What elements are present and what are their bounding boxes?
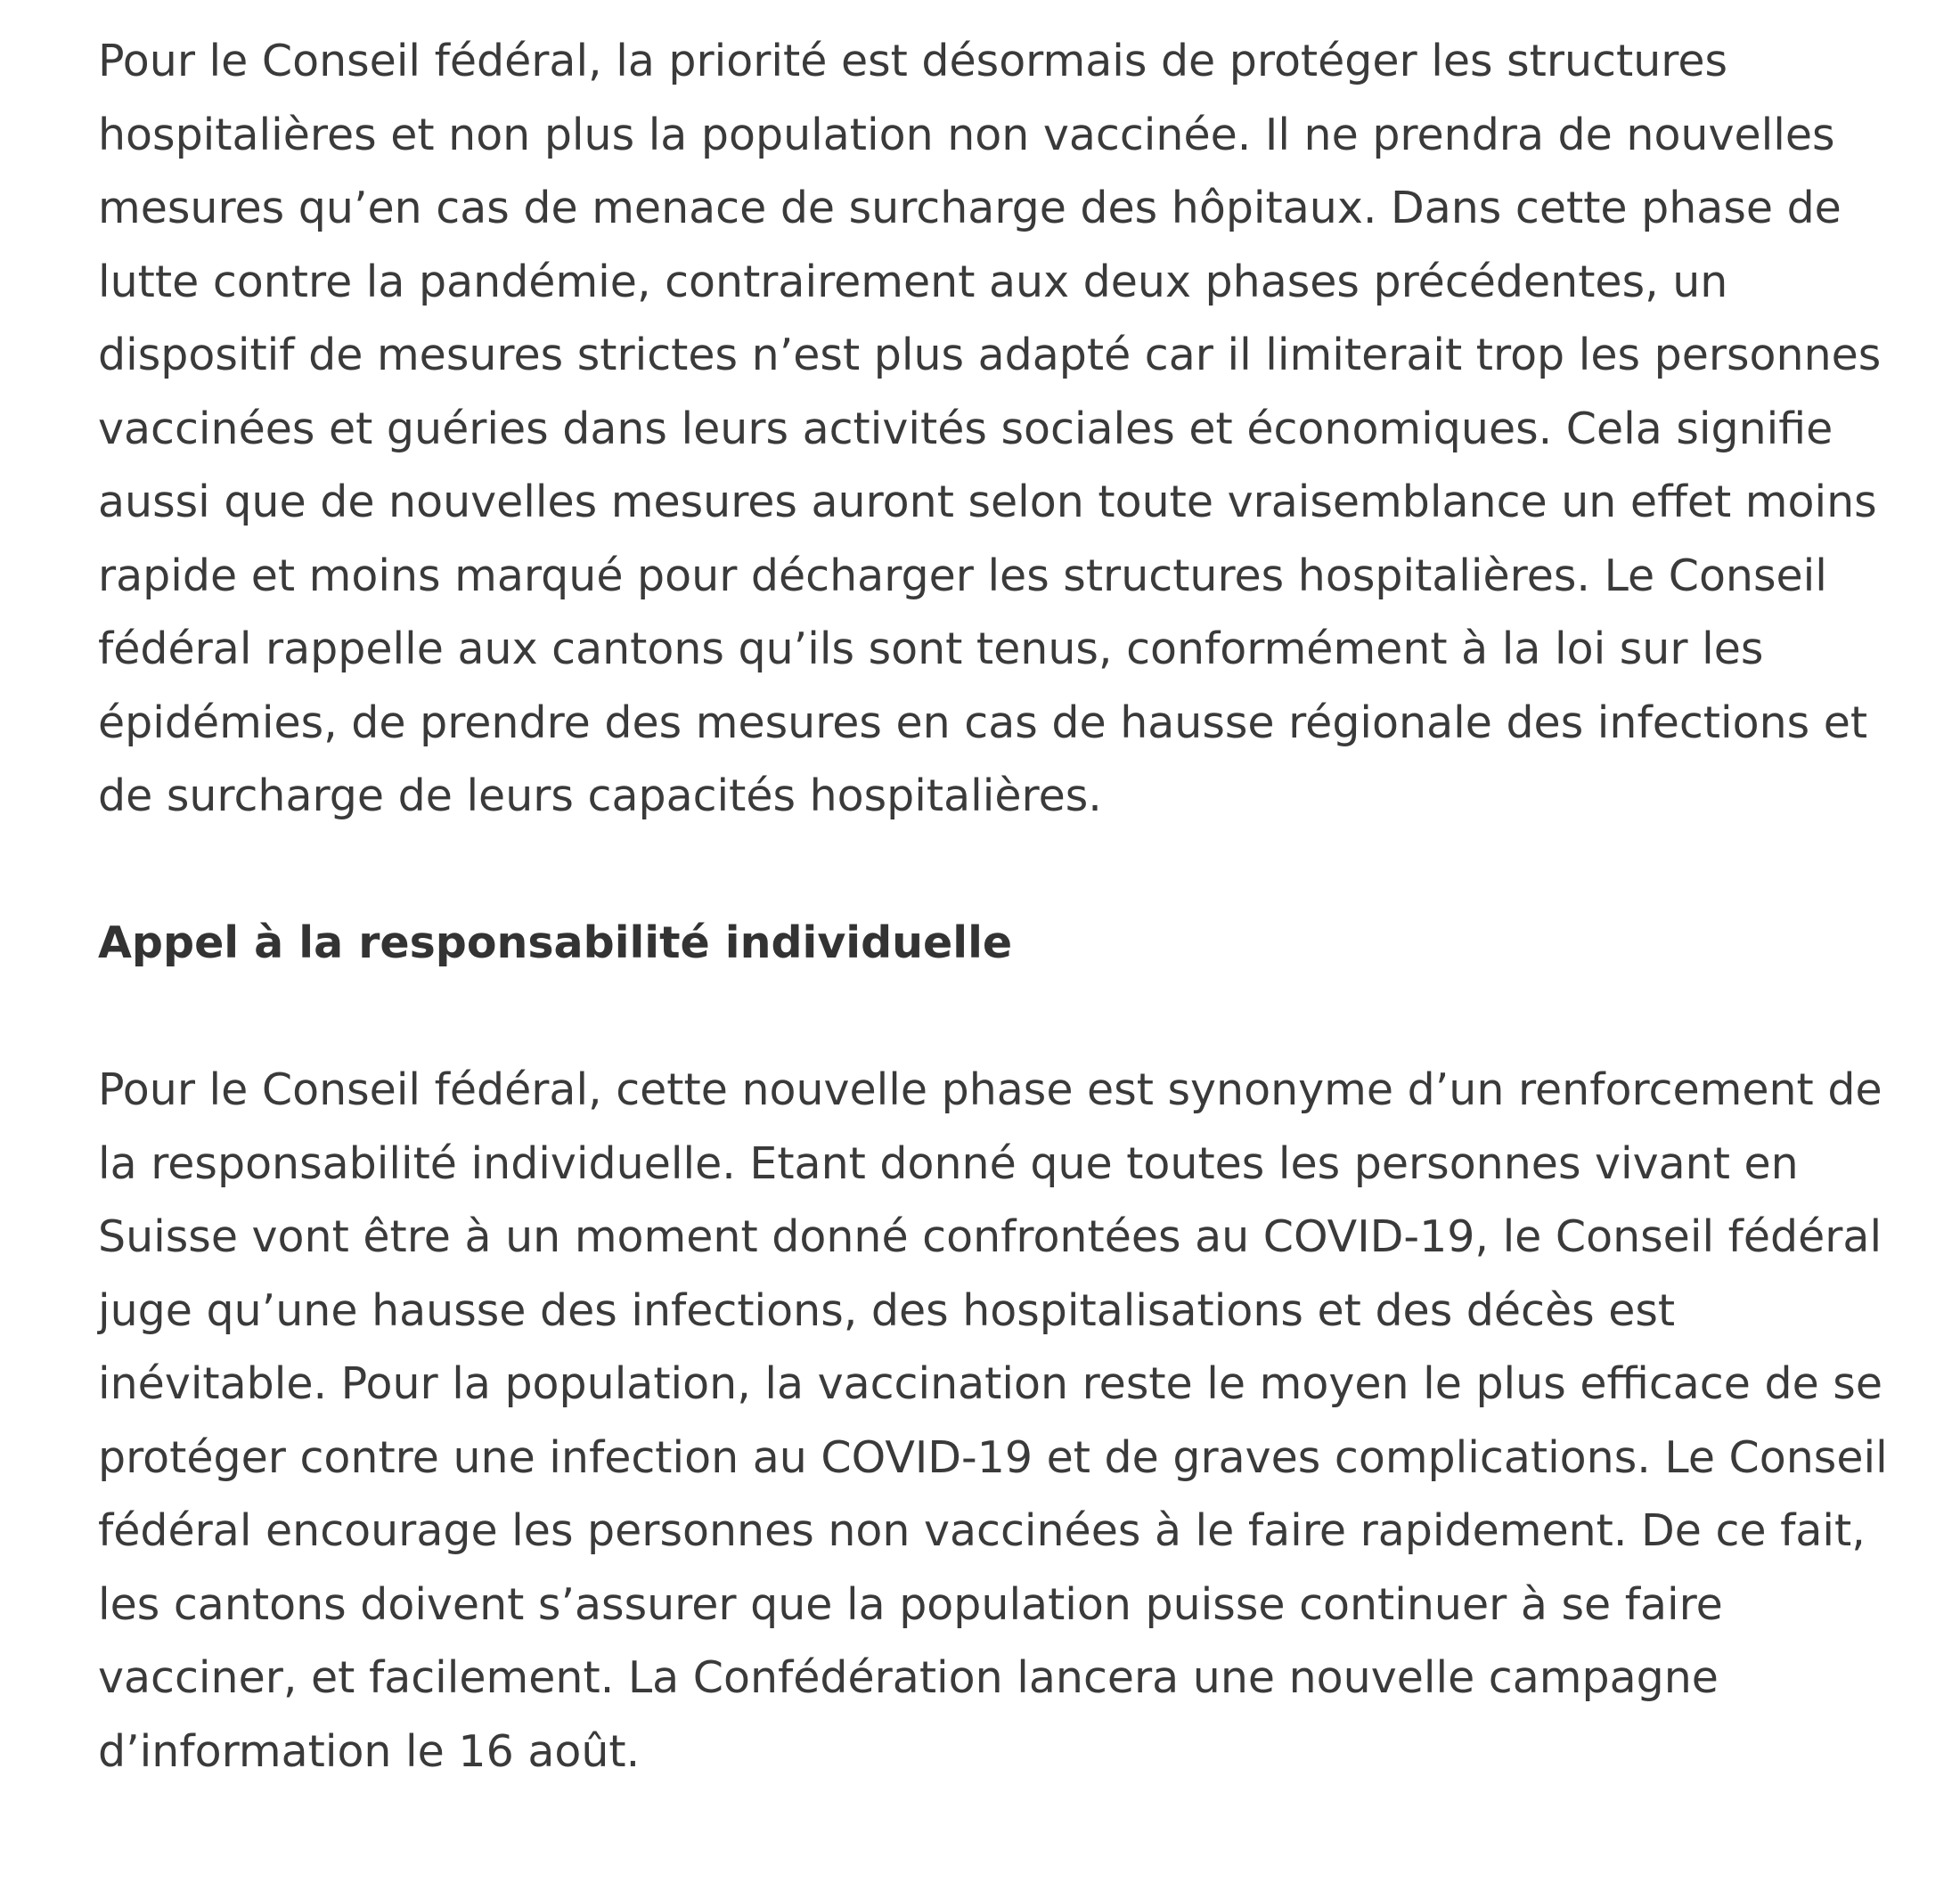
section-heading: Appel à la responsabilité individuelle <box>98 917 1013 968</box>
article-paragraph-1: Pour le Conseil fédéral, la priorité est désormais de protéger les structures hospitalières et non plus la population non vaccinée. Il ne prendra de nouvelles mesures qu’en cas de menace de surcharge des hôpitaux. Dans cette phase de lutte contre la pandémie, contrairement aux deux phases précédentes, un dispositif de mesures strictes n’est plus adapté car il limiterait trop les personnes vaccinées et guéries dans leurs activités sociales et économiques. Cela signifie aussi que de nouvelles mesures auront selon toute vraisemblance un effet moins rapide et moins marqué pour décharger les structures hospitalières. Le Conseil fédéral rappelle aux cantons qu’ils sont tenus, conformément à la loi sur les épidémies, de prendre des mesures en cas de hausse régionale des infections et de surcharge de leurs capacités hospitalières. <box>98 36 1882 821</box>
article-paragraph-2: Pour le Conseil fédéral, cette nouvelle phase est synonyme d’un renforcement de la responsabilité individuelle. Etant donné que toutes les personnes vivant en Suisse vont être à un moment donné confrontées au COVID-19, le Conseil fédéral juge qu’une hausse des infections, des hospitalisations et des décès est inévitable. Pour la population, la vaccination reste le moyen le plus efficace de se protéger contre une infection au COVID-19 et de graves complications. Le Conseil fédéral encourage les personnes non vaccinées à le faire rapidement. De ce fait, les cantons doivent s’assurer que la population puisse continuer à se faire vacciner, et facilement. La Confédération lancera une nouvelle campagne d’information le 16 août. <box>98 1064 1888 1777</box>
article-body <box>98 25 1889 1789</box>
paragraph-spacer <box>98 981 1889 1055</box>
paragraph-spacer <box>98 834 1889 908</box>
